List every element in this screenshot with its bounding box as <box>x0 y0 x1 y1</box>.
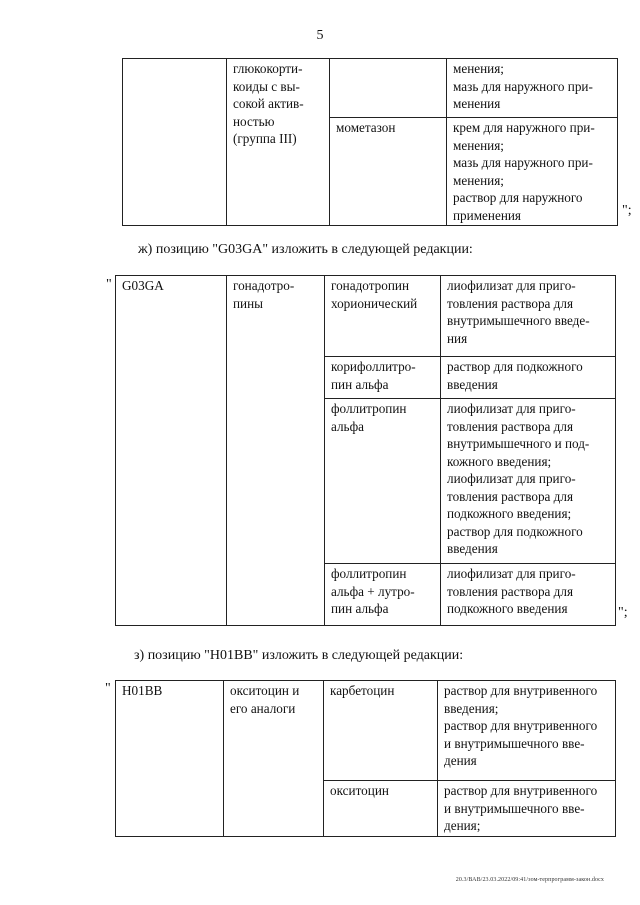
section-z-intro: з) позицию "H01BB" изложить в следующей редакции: <box>134 648 464 663</box>
file-footer: 20.3/ВАВ/23.03.2022/09:41/зом-терпрограмм-закон.docx <box>455 877 604 883</box>
code-cell: G03GA <box>116 276 227 626</box>
form-cell: лиофилизат для приго- товления раствора для внутримышечного и под- кожного введения; лиофилизат для приго- товления раствора для подкожного введения; раствор для подкожного введения <box>441 399 616 564</box>
drug-cell: гонадотропин хорионический <box>325 276 441 357</box>
drug-cell <box>330 59 447 118</box>
drug-cell: карбетоцин <box>324 681 438 781</box>
form-cell: менения; мазь для наружного при- менения <box>447 59 618 118</box>
group-line: сокой актив- <box>233 96 304 111</box>
group-cell: окситоцин и его аналоги <box>224 681 324 837</box>
code-cell: H01BB <box>116 681 224 837</box>
form-cell: раствор для подкожного введения <box>441 357 616 399</box>
drug-cell: мометазон <box>330 118 447 226</box>
form-cell: лиофилизат для приго- товления раствора для подкожного введения <box>441 564 616 626</box>
closing-quote: "; <box>618 605 628 620</box>
group-cell <box>227 59 330 226</box>
opening-quote: " <box>105 681 111 696</box>
drug-cell: фоллитропин альфа <box>325 399 441 564</box>
drug-cell: фоллитропин альфа + лутро- пин альфа <box>325 564 441 626</box>
drug-cell: корифоллитро- пин альфа <box>325 357 441 399</box>
table-continuation <box>122 58 618 226</box>
group-line: (группа III) <box>233 131 297 146</box>
table-g03ga <box>115 275 616 626</box>
section-zh-intro: ж) позицию "G03GA" изложить в следующей редакции: <box>138 242 473 257</box>
group-cell: гонадотро- пины <box>227 276 325 626</box>
form-cell: раствор для внутривенного введения; раствор для внутривенного и внутримышечного вве- дения <box>438 681 616 781</box>
table-h01bb <box>115 680 616 837</box>
group-line: глюкокорти- <box>233 61 303 76</box>
opening-quote: " <box>106 277 112 292</box>
code-cell <box>123 59 227 226</box>
drug-cell: окситоцин <box>324 781 438 837</box>
form-cell: крем для наружного при- менения; мазь для наружного при- менения; раствор для наружного применения <box>447 118 618 226</box>
closing-quote: "; <box>622 203 632 218</box>
group-line: коиды с вы- <box>233 78 300 94</box>
group-line: ностью <box>233 113 275 129</box>
page-number: 5 <box>316 28 324 43</box>
form-cell: лиофилизат для приго- товления раствора для внутримышечного введе- ния <box>441 276 616 357</box>
form-cell: раствор для внутривенного и внутримышечного вве- дения; <box>438 781 616 837</box>
